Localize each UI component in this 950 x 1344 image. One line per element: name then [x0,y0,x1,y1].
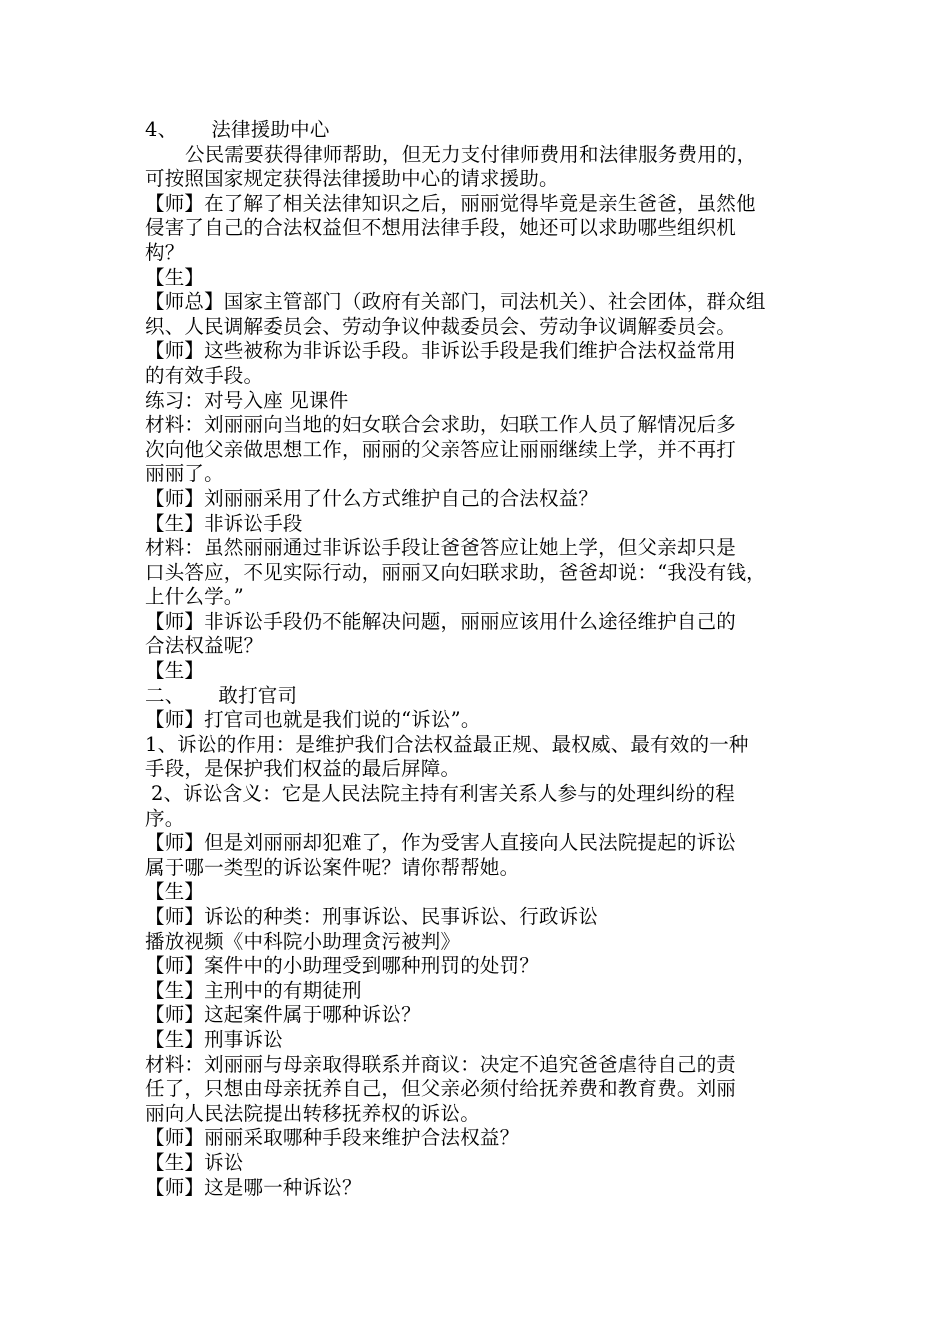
text-line-content: 【师】这些被称为非诉讼手段。非诉讼手段是我们维护合法权益常用 [145,339,737,363]
text-line [145,831,815,856]
text-line [145,905,815,930]
text-line-content: 构？ [145,240,185,264]
text-line-content: 2、诉讼含义：它是人民法院主持有利害关系人参与的处理纠纷的程 [151,782,735,806]
text-line-content: 手段，是保护我们权益的最后屏障。 [145,757,461,781]
text-line [145,1126,815,1151]
text-line [145,438,815,463]
text-line [145,733,815,758]
text-line-content: 1、诉讼的作用：是维护我们合法权益最正规、最权威、最有效的一种 [145,732,749,756]
text-line [145,413,815,438]
text-line-content: 【生】非诉讼手段 [145,511,303,535]
text-line-content: 【生】 [145,265,205,289]
text-line-content: 练习：对号入座 见课件 [145,388,349,412]
text-line-content: 合法权益呢？ [145,634,264,658]
text-line-content: 上什么学。” [145,585,244,609]
text-line-content: 【生】诉讼 [145,1150,244,1174]
text-line [145,1151,815,1176]
text-line-content: 【师】但是刘丽丽却犯难了，作为受害人直接向人民法院提起的诉讼 [145,831,737,855]
document-page [145,118,815,1200]
text-line [145,389,815,414]
text-line [145,487,815,512]
text-line-content: 4、 [145,118,178,141]
text-line [145,339,815,364]
text-line [145,216,815,241]
heading-title: 法律援助中心 [211,118,330,141]
text-line-content: 二、 [145,683,185,707]
text-line-content: 丽丽了。 [145,462,224,486]
text-line [145,315,815,340]
text-line [145,1077,815,1102]
text-line [145,684,815,709]
text-line [145,266,815,291]
text-line [145,143,815,168]
text-line [145,585,815,610]
text-line-content: 材料：虽然丽丽通过非诉讼手段让爸爸答应让她上学，但父亲却只是 [145,536,737,560]
text-line-content: 【师】案件中的小助理受到哪种刑罚的处罚？ [145,954,540,978]
text-line-content: 【师】这是哪一种诉讼？ [145,1175,362,1199]
text-line-content: 【生】刑事诉讼 [145,1027,283,1051]
text-line [145,954,815,979]
text-line [145,807,815,832]
text-line [145,757,815,782]
text-line-content: 次向他父亲做思想工作，丽丽的父亲答应让丽丽继续上学，并不再打 [145,437,737,461]
text-line [145,1102,815,1127]
text-line-content: 材料：刘丽丽与母亲取得联系并商议：决定不追究爸爸虐待自己的责 [145,1052,737,1076]
text-line [145,536,815,561]
text-line-content: 【师】这起案件属于哪种诉讼？ [145,1003,421,1027]
text-line [145,1003,815,1028]
text-line [145,167,815,192]
text-line-content: 丽向人民法院提出转移抚养权的诉讼。 [145,1101,480,1125]
text-line [145,561,815,586]
text-line [145,782,815,807]
text-line [145,364,815,389]
text-line-content: 公民需要获得律师帮助，但无力支付律师费用和法律服务费用的， [185,142,757,166]
text-line [145,1176,815,1201]
text-line [145,634,815,659]
text-line [145,979,815,1004]
text-line [145,290,815,315]
text-line [145,659,815,684]
text-line [145,118,815,143]
text-line-content: 【生】 [145,880,205,904]
text-line-content: 的有效手段。 [145,363,264,387]
text-line-content: 【师总】国家主管部门（政府有关部门，司法机关）、社会团体，群众组 [145,290,766,314]
text-line-content: 【师】丽丽采取哪种手段来维护合法权益？ [145,1126,520,1150]
text-line-content: 【师】刘丽丽采用了什么方式维护自己的合法权益？ [145,486,599,510]
text-line-content: 【生】主刑中的有期徒刑 [145,978,362,1002]
text-line-content: 播放视频《中科院小助理贪污被判》 [145,929,461,953]
text-line [145,880,815,905]
text-line-content: 【生】 [145,659,205,683]
text-line-content: 【师】非诉讼手段仍不能解决问题，丽丽应该用什么途径维护自己的 [145,609,737,633]
text-line-content: 【师】打官司也就是我们说的“诉讼”。 [145,708,481,732]
text-line [145,192,815,217]
text-line-content: 织、人民调解委员会、劳动争议仲裁委员会、劳动争议调解委员会。 [145,314,737,338]
text-line-content: 材料：刘丽丽向当地的妇女联合会求助，妇联工作人员了解情况后多 [145,413,737,437]
text-line-content: 任了，只想由母亲抚养自己，但父亲必须付给抚养费和教育费。刘丽 [145,1077,737,1101]
text-line-content: 可按照国家规定获得法律援助中心的请求援助。 [145,167,559,191]
text-line [145,462,815,487]
text-line [145,512,815,537]
text-line [145,1053,815,1078]
text-line [145,1028,815,1053]
heading-title: 敢打官司 [218,683,298,707]
text-line [145,241,815,266]
text-line [145,610,815,635]
text-line [145,708,815,733]
text-line [145,856,815,881]
text-line-content: 口头答应，不见实际行动，丽丽又向妇联求助，爸爸却说：“我没有钱， [145,560,766,584]
text-line-content: 属于哪一类型的诉讼案件呢？请你帮帮她。 [145,855,520,879]
text-line-content: 【师】诉讼的种类：刑事诉讼、民事诉讼、行政诉讼 [145,905,599,928]
text-line-content: 侵害了自己的合法权益但不想用法律手段，她还可以求助哪些组织机 [145,216,737,240]
text-line-content: 【师】在了解了相关法律知识之后，丽丽觉得毕竟是亲生爸爸，虽然他 [145,191,756,215]
text-line-content: 序。 [145,806,185,830]
text-line [145,930,815,955]
